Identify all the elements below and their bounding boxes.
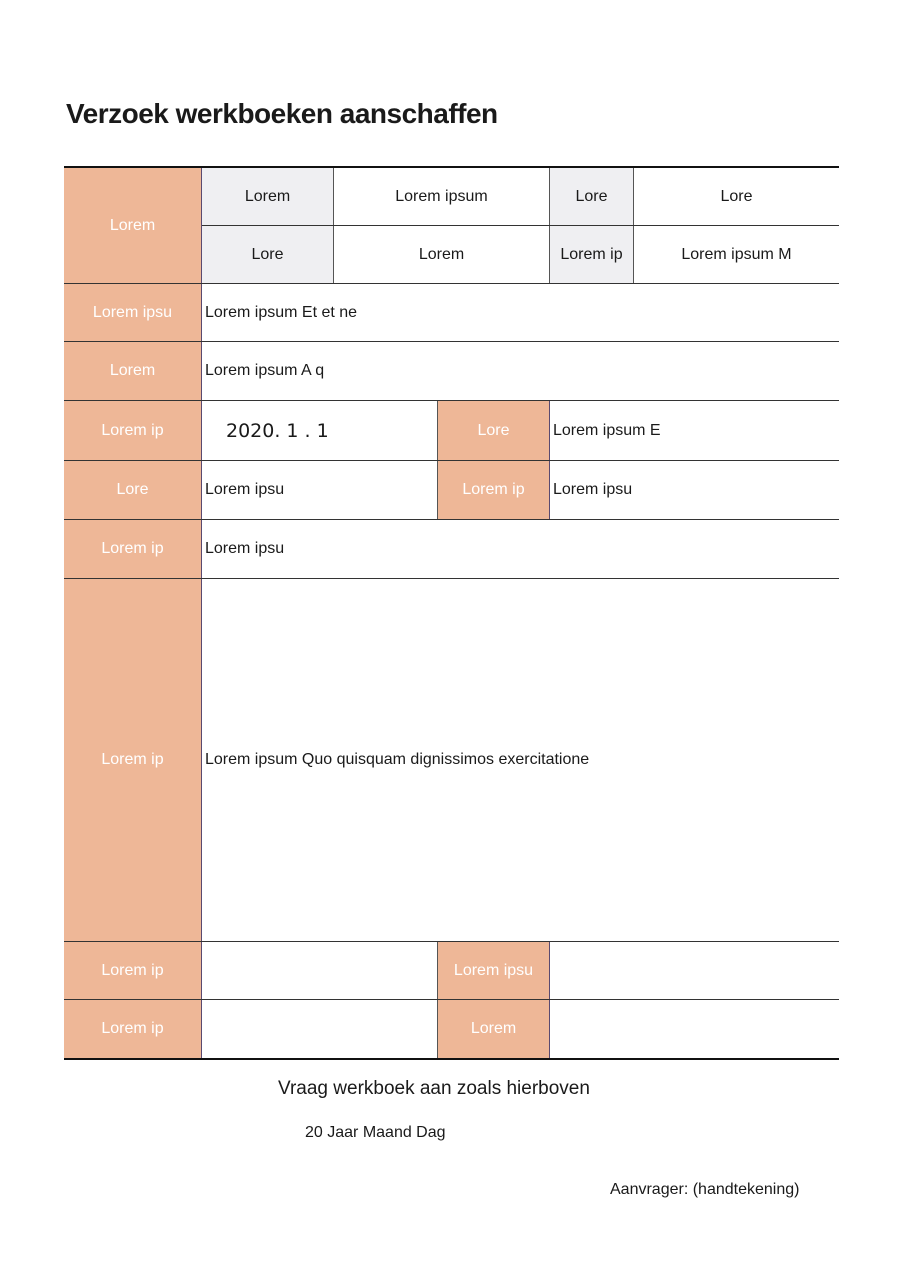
header-label: Lorem [64, 168, 202, 283]
header-cell: Lorem ip [550, 226, 634, 283]
field-label: Lorem ip [64, 520, 202, 578]
date-field[interactable]: 2020. 1 . 1 [202, 401, 438, 460]
header-subrow-2 [202, 226, 839, 283]
form-row [64, 342, 839, 401]
date-line: 20 Jaar Maand Dag [305, 1124, 446, 1141]
form-row-large [64, 579, 839, 942]
request-form [64, 166, 839, 1060]
field-value[interactable]: Lorem ipsum Et et ne [205, 303, 358, 321]
field-label: Lorem [438, 1000, 550, 1058]
field-value-multiline[interactable]: Lorem ipsum Quo quisquam dignissimos exercitatione [205, 751, 590, 768]
field-value[interactable] [550, 1000, 839, 1058]
form-row [64, 520, 839, 579]
field-label: Lorem [64, 342, 202, 400]
field-label: Lorem ip [64, 579, 202, 941]
field-label: Lore [438, 401, 550, 460]
header-row [64, 168, 839, 284]
field-value[interactable]: Lorem ipsum A q [205, 362, 325, 379]
field-value[interactable]: Lorem ipsum E [553, 421, 661, 439]
signature-line: Aanvrager: (handtekening) [610, 1181, 800, 1198]
form-row [64, 461, 839, 520]
form-row [64, 284, 839, 342]
field-value[interactable]: Lorem ipsu [205, 540, 285, 557]
form-row [64, 1000, 839, 1058]
header-cell: Lore [202, 226, 334, 283]
header-cell[interactable]: Lorem ipsum M [681, 245, 792, 263]
field-value[interactable] [550, 942, 839, 999]
field-value[interactable] [202, 1000, 438, 1058]
header-subrow-1 [202, 168, 839, 226]
field-label: Lorem ipsu [438, 942, 550, 999]
field-label: Lore [64, 461, 202, 519]
field-label: Lorem ip [64, 1000, 202, 1058]
field-label: Lorem ipsu [64, 284, 202, 341]
header-cell[interactable]: Lore [720, 187, 753, 205]
field-label: Lorem ip [438, 461, 550, 519]
form-row [64, 942, 839, 1000]
request-statement: Vraag werkboek aan zoals hierboven [278, 1078, 590, 1099]
header-cell: Lore [550, 168, 634, 225]
field-value[interactable]: Lorem ipsu [553, 481, 633, 498]
field-value[interactable] [202, 942, 438, 999]
field-value[interactable]: Lorem ipsu [202, 461, 438, 519]
form-row [64, 401, 839, 461]
header-cell: Lorem [202, 168, 334, 225]
field-label: Lorem ip [64, 401, 202, 460]
header-cell[interactable]: Lorem ipsum [334, 168, 550, 225]
header-subgrid [202, 168, 839, 283]
document-title: Verzoek werkboeken aanschaffen [66, 98, 498, 129]
field-label: Lorem ip [64, 942, 202, 999]
header-cell[interactable]: Lorem [334, 226, 550, 283]
